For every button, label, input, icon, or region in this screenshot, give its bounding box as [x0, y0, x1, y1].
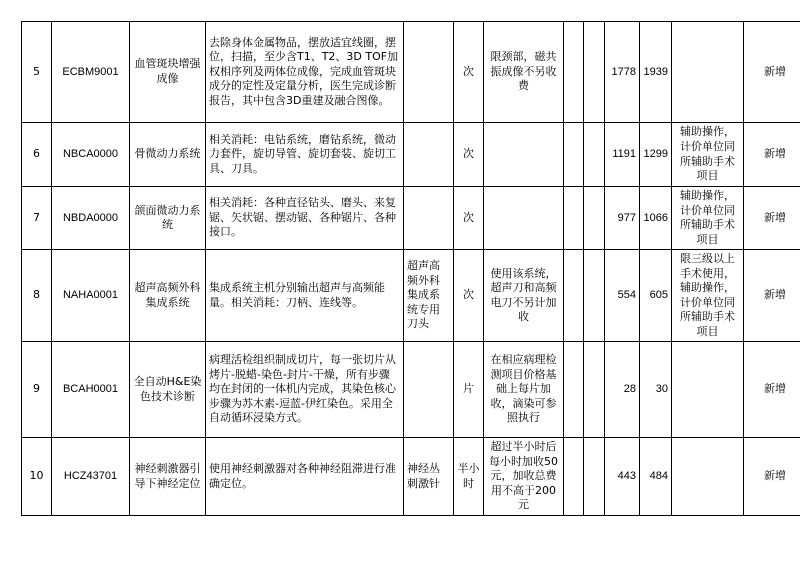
item-unit: 片	[454, 342, 484, 438]
item-note	[484, 187, 564, 250]
table-row	[22, 250, 800, 342]
table-row	[22, 438, 800, 516]
blank-cell	[564, 187, 584, 250]
table-row	[22, 342, 800, 438]
blank-cell	[564, 250, 584, 342]
blank-cell	[584, 250, 605, 342]
fee-schedule-table	[21, 21, 800, 516]
table-row	[22, 187, 800, 250]
item-unit: 次	[454, 250, 484, 342]
item-number: 9	[22, 342, 52, 438]
item-note: 在相应病理检测项目价格基础上每片加收，滴染可参照执行	[484, 342, 564, 438]
item-code: NBCA0000	[52, 123, 130, 187]
item-remark	[672, 438, 744, 516]
item-price-1: 28	[605, 342, 640, 438]
item-remark: 限三级以上手术使用，辅助操作，计价单位同所辅助手术项目	[672, 250, 744, 342]
item-content: 去除身体金属物品，摆放适宜线圈，摆位，扫描，至少含T1、T2、3D TOF加权相序列及两体位成像，完成血管斑块成分的定性及定量分析，医生完成诊断报告，其中包含3D重建及融合图像。	[206, 22, 404, 123]
blank-cell	[564, 342, 584, 438]
item-code: NAHA0001	[52, 250, 130, 342]
item-name: 血管斑块增强成像	[130, 22, 206, 123]
item-price-2: 30	[640, 342, 672, 438]
item-status: 新增	[744, 342, 800, 438]
item-name: 颌面微动力系统	[130, 187, 206, 250]
item-excluded-material	[404, 187, 454, 250]
item-price-1: 443	[605, 438, 640, 516]
blank-cell	[564, 438, 584, 516]
blank-cell	[584, 22, 605, 123]
item-price-2: 605	[640, 250, 672, 342]
item-remark	[672, 342, 744, 438]
item-excluded-material: 神经丛刺激针	[404, 438, 454, 516]
item-price-1: 1778	[605, 22, 640, 123]
item-number: 10	[22, 438, 52, 516]
item-code: NBDA0000	[52, 187, 130, 250]
item-price-1: 977	[605, 187, 640, 250]
item-unit: 次	[454, 22, 484, 123]
blank-cell	[584, 438, 605, 516]
item-note	[484, 123, 564, 187]
item-code: ECBM9001	[52, 22, 130, 123]
item-excluded-material: 超声高频外科集成系统专用刀头	[404, 250, 454, 342]
item-content: 使用神经刺激器对各种神经阻滞进行准确定位。	[206, 438, 404, 516]
item-excluded-material	[404, 342, 454, 438]
item-name: 超声高频外科集成系统	[130, 250, 206, 342]
item-number: 5	[22, 22, 52, 123]
blank-cell	[584, 123, 605, 187]
item-name: 全自动H&E染色技术诊断	[130, 342, 206, 438]
item-code: BCAH0001	[52, 342, 130, 438]
item-note: 使用该系统，超声刀和高频电刀不另计加收	[484, 250, 564, 342]
item-unit: 次	[454, 123, 484, 187]
item-status: 新增	[744, 123, 800, 187]
item-note: 限颈部，磁共振成像不另收费	[484, 22, 564, 123]
item-unit: 半小时	[454, 438, 484, 516]
item-price-2: 1066	[640, 187, 672, 250]
item-price-1: 1191	[605, 123, 640, 187]
item-number: 7	[22, 187, 52, 250]
item-content: 相关消耗：电钻系统，磨钻系统，微动力套件，旋切导管、旋切套装、旋切工具、刀具。	[206, 123, 404, 187]
item-number: 8	[22, 250, 52, 342]
item-excluded-material	[404, 22, 454, 123]
item-content: 相关消耗：各种直径钻头、磨头、来复锯、矢状锯、摆动锯、各种锯片、各种接口。	[206, 187, 404, 250]
item-status: 新增	[744, 187, 800, 250]
table-row	[22, 123, 800, 187]
item-status: 新增	[744, 22, 800, 123]
item-price-2: 1299	[640, 123, 672, 187]
item-content: 病理活检组织制成切片，每一张切片从烤片-脱蜡-染色-封片-干燥，所有步骤均在封闭的一体机内完成，其染色核心步骤为苏木素-逗蓝-伊红染色。采用全自动循环浸染方式。	[206, 342, 404, 438]
item-content: 集成系统主机分别输出超声与高频能量。相关消耗：刀柄、连线等。	[206, 250, 404, 342]
item-remark: 辅助操作，计价单位同所辅助手术项目	[672, 123, 744, 187]
item-code: HCZ43701	[52, 438, 130, 516]
item-price-1: 554	[605, 250, 640, 342]
blank-cell	[584, 342, 605, 438]
item-excluded-material	[404, 123, 454, 187]
item-status: 新增	[744, 438, 800, 516]
blank-cell	[564, 22, 584, 123]
item-status: 新增	[744, 250, 800, 342]
table-row	[22, 22, 800, 123]
item-unit: 次	[454, 187, 484, 250]
blank-cell	[564, 123, 584, 187]
item-remark: 辅助操作，计价单位同所辅助手术项目	[672, 187, 744, 250]
item-price-2: 1939	[640, 22, 672, 123]
item-price-2: 484	[640, 438, 672, 516]
item-note: 超过半小时后每小时加收50元，加收总费用不高于200元	[484, 438, 564, 516]
item-name: 神经刺激器引导下神经定位	[130, 438, 206, 516]
item-number: 6	[22, 123, 52, 187]
blank-cell	[584, 187, 605, 250]
item-remark	[672, 22, 744, 123]
item-name: 骨微动力系统	[130, 123, 206, 187]
